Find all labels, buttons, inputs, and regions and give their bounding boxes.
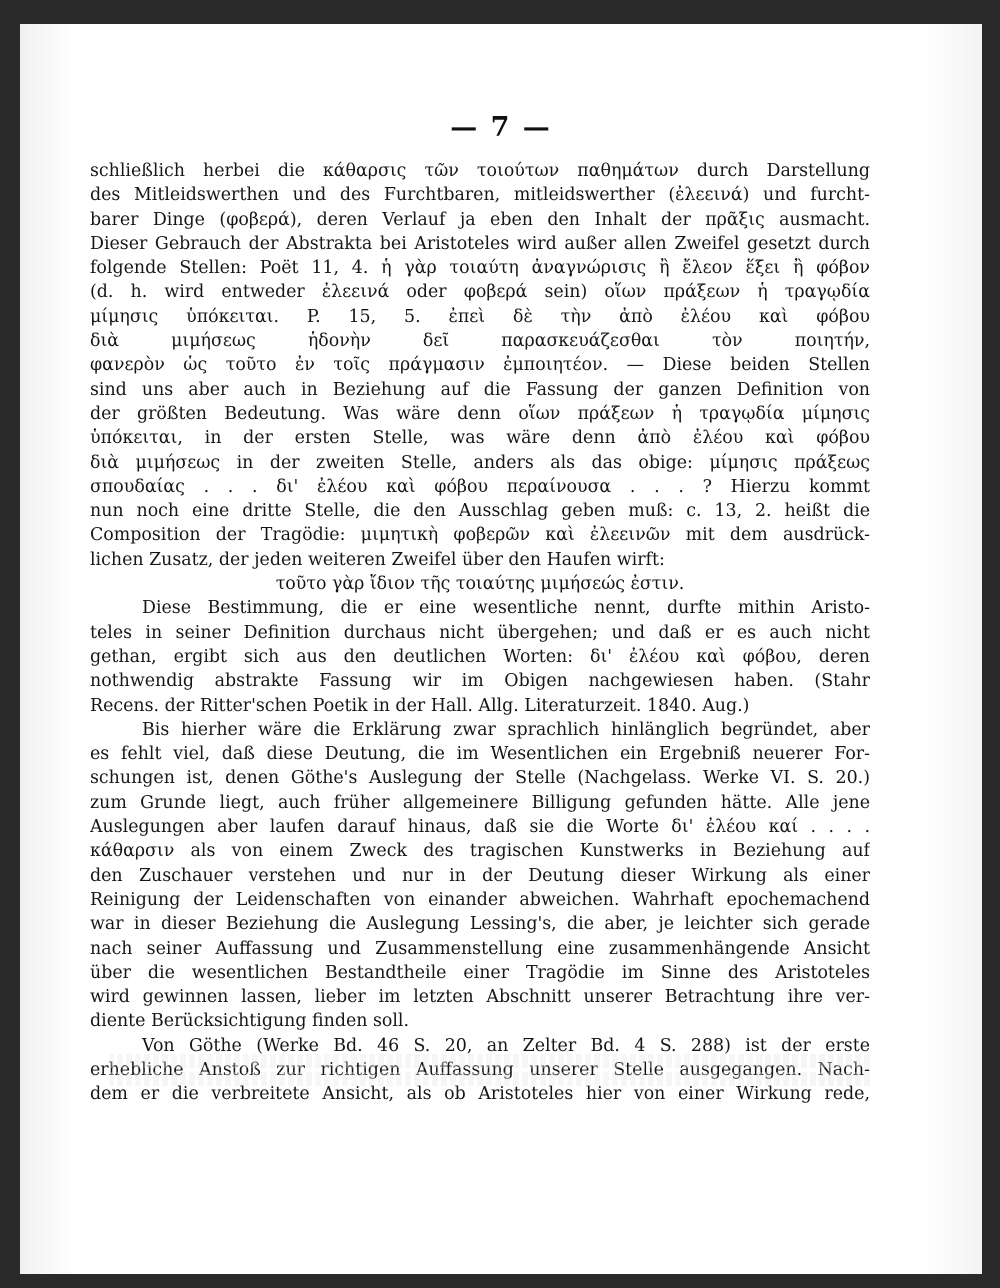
body-text [90, 159, 870, 1107]
text-line: nach seiner Auffassung und Zusammenstellung eine zusammenhängende Ansicht [90, 938, 870, 959]
text-line: erhebliche Anstoß zur richtigen Auffassung unserer Stelle ausgegangen. Nach- [90, 1059, 870, 1080]
text-line: folgende Stellen: Poët 11, 4. ἡ γὰρ τοιαύτη ἀναγνώρισις ἢ ἔλεον ἕξει ἢ φόβον [90, 258, 870, 279]
text-line: lichen Zusatz, der jeden weiteren Zweifel über den Haufen wirft: [90, 549, 665, 570]
text-line: μίμησις ὑπόκειται. P. 15, 5. ἐπεὶ δὲ τὴν ἀπὸ ἐλέου καὶ φόβου [90, 306, 870, 327]
text-line: διὰ μιμήσεως ἡδονὴν δεῖ παρασκευάζεσθαι τὸν ποιητήν, [90, 331, 870, 352]
text-line: (d. h. wird entweder ἐλεεινά oder φοβερά sein) οἵων πράξεων ἡ τραγῳδία [90, 282, 870, 303]
text-line: Auslegungen aber laufen darauf hinaus, daß sie die Worte δι' ἐλέου καί . . . . [90, 817, 870, 838]
text-line: schließlich herbei die κάθαρσις τῶν τοιούτων παθημάτων durch Darstellung [90, 161, 870, 181]
text-line: sind uns aber auch in Beziehung auf die Fassung der ganzen Definition von [90, 379, 870, 400]
text-line: schungen ist, denen Göthe's Auslegung der Stelle (Nachgelass. Werke VI. S. 20.) [90, 768, 870, 789]
text-line: Composition der Tragödie: μιμητικὴ φοβερῶν καὶ ἐλεεινῶν mit dem ausdrück- [90, 525, 870, 546]
text-line: wird gewinnen lassen, lieber im letzten Abschnitt unserer Betrachtung ihre ver- [90, 987, 870, 1008]
text-line: Bis hierher wäre die Erklärung zwar sprachlich hinlänglich begründet, aber [142, 719, 870, 740]
text-line: κάθαρσιν als von einem Zweck des tragischen Kunstwerks in Beziehung auf [90, 841, 870, 862]
text-line: der größten Bedeutung. Was wäre denn οἵων πράξεων ἡ τραγῳδία μίμησις [90, 403, 870, 424]
text-line: diente Berücksichtigung finden soll. [90, 1011, 410, 1032]
text-line: teles in seiner Definition durchaus nicht übergehen; und daß er es auch nicht [90, 622, 870, 643]
text-line: zum Grunde liegt, auch früher allgemeinere Billigung gefunden hätte. Alle jene [90, 792, 870, 813]
text-line: Reinigung der Leidenschaften von einander abweichen. Wahrhaft epochemachend [90, 889, 870, 910]
text-line: war in dieser Beziehung die Auslegung Lessing's, die aber, je leichter sich gerade [90, 914, 870, 935]
book-page [20, 24, 982, 1274]
text-line: nothwendig abstrakte Fassung wir im Obigen nachgewiesen haben. (Stahr [90, 671, 870, 692]
text-line: σπουδαίας . . . δι' ἐλέου καὶ φόβου περαίνουσα . . . ? Hierzu kommt [90, 476, 870, 497]
text-line: dem er die verbreitete Ansicht, als ob Aristoteles hier von einer Wirkung rede, [90, 1084, 870, 1105]
text-line: gethan, ergibt sich aus den deutlichen Worten: δι' ἐλέου καὶ φόβου, deren [90, 646, 870, 667]
show-through-shadow [110, 1054, 870, 1068]
text-line: über die wesentlichen Bestandtheile einer Tragödie im Sinne des Aristoteles [90, 962, 870, 983]
text-line: Recens. der Ritter'schen Poetik in der Hall. Allg. Literaturzeit. 1840. Aug.) [90, 695, 750, 716]
page-number: — 7 — [450, 112, 552, 143]
text-line: nun noch eine dritte Stelle, die den Ausschlag geben muß: c. 13, 2. heißt die [90, 501, 870, 522]
text-line: des Mitleidswerthen und des Furchtbaren, mitleidswerther (ἐλεεινά) und furcht- [90, 185, 870, 206]
text-line: φανερὸν ὡς τοῦτο ἐν τοῖς πράγμασιν ἐμποιητέον. — Diese beiden Stellen [90, 355, 870, 376]
text-line: ὑπόκειται, in der ersten Stelle, was wäre denn ἀπὸ ἐλέου καὶ φόβου [90, 428, 870, 449]
greek-quotation: τοῦτο γὰρ ἴδιον τῆς τοιαύτης μιμήσεώς ἐστιν. [275, 574, 685, 595]
text-line: Dieser Gebrauch der Abstrakta bei Aristoteles wird außer allen Zweifel gesetzt durch [90, 233, 870, 254]
text-line: Von Göthe (Werke Bd. 46 S. 20, an Zelter Bd. 4 S. 288) ist der erste [142, 1035, 870, 1056]
text-line: es fehlt viel, daß diese Deutung, die im Wesentlichen ein Ergebniß neuerer For- [90, 744, 870, 765]
show-through-shadow [110, 1072, 870, 1086]
text-line: barer Dinge (φοβερά), deren Verlauf ja eben den Inhalt der πρᾶξις ausmacht. [90, 209, 870, 230]
text-line: διὰ μιμήσεως in der zweiten Stelle, anders als das obige: μίμησις πράξεως [90, 452, 870, 473]
text-line: Diese Bestimmung, die er eine wesentliche nennt, durfte mithin Aristo- [142, 598, 870, 619]
text-line: den Zuschauer verstehen und nur in der Deutung dieser Wirkung als einer [90, 865, 870, 886]
